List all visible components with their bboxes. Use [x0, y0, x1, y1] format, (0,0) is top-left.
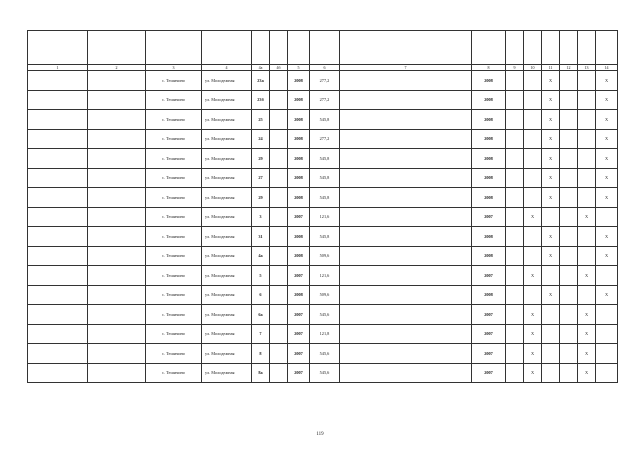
cell-street: ул. Молодежная	[202, 246, 252, 266]
cell-year: 2008	[288, 285, 310, 305]
cell-street: ул. Молодежная	[202, 188, 252, 208]
cell-period-mark: X	[578, 266, 596, 286]
cell-kr: 2008	[472, 149, 506, 169]
cell-house: 7	[252, 324, 270, 344]
cell-house: 4а	[252, 246, 270, 266]
cell-period-mark	[506, 344, 524, 364]
cell-period-mark	[560, 168, 578, 188]
cell	[270, 129, 288, 149]
cell-period-mark	[506, 110, 524, 130]
cell	[270, 285, 288, 305]
houses-table	[27, 30, 618, 383]
cell-period-mark: X	[542, 110, 560, 130]
cell-place: с. Тешичино	[146, 305, 202, 325]
column-number: 4а	[252, 65, 270, 71]
cell-period-mark	[524, 110, 542, 130]
cell-kr: 2008	[472, 90, 506, 110]
cell-period-mark	[596, 363, 618, 383]
cell-area: 545,6	[310, 363, 340, 383]
cell	[270, 344, 288, 364]
cell-period-mark	[578, 110, 596, 130]
cell-kr: 2007	[472, 363, 506, 383]
cell-period-mark	[524, 71, 542, 91]
cell	[88, 324, 146, 344]
cell	[340, 207, 472, 227]
cell-period-mark	[578, 188, 596, 208]
cell	[88, 305, 146, 325]
cell-year: 2008	[288, 129, 310, 149]
cell-period-mark	[524, 246, 542, 266]
cell	[28, 246, 88, 266]
column-number: 5	[288, 65, 310, 71]
cell-kr: 2008	[472, 246, 506, 266]
cell-period-mark: X	[596, 188, 618, 208]
cell	[28, 363, 88, 383]
cell	[88, 266, 146, 286]
cell-year: 2008	[288, 110, 310, 130]
cell-area: 545,8	[310, 149, 340, 169]
cell-period-mark: X	[596, 90, 618, 110]
cell	[270, 363, 288, 383]
cell-street: ул. Молодежная	[202, 168, 252, 188]
cell	[270, 227, 288, 247]
cell	[28, 285, 88, 305]
cell	[88, 149, 146, 169]
column-number: 3	[146, 65, 202, 71]
cell	[340, 149, 472, 169]
cell-period-mark	[506, 129, 524, 149]
cell-house: 6а	[252, 305, 270, 325]
cell-period-mark: X	[542, 285, 560, 305]
cell	[88, 188, 146, 208]
cell	[270, 246, 288, 266]
cell-period-mark	[560, 110, 578, 130]
cell	[340, 305, 472, 325]
table-row	[28, 149, 618, 169]
cell-kr: 2008	[472, 129, 506, 149]
cell-period-mark: X	[524, 324, 542, 344]
cell-period-mark	[560, 188, 578, 208]
table-row	[28, 129, 618, 149]
cell-street: ул. Молодежная	[202, 71, 252, 91]
cell	[270, 110, 288, 130]
table-row	[28, 90, 618, 110]
cell-place: с. Тешичино	[146, 168, 202, 188]
cell	[270, 305, 288, 325]
cell-period-mark: X	[578, 305, 596, 325]
cell-year: 2008	[288, 71, 310, 91]
cell-year: 2007	[288, 266, 310, 286]
cell-period-mark	[560, 285, 578, 305]
cell-street: ул. Молодежная	[202, 129, 252, 149]
cell-year: 2007	[288, 305, 310, 325]
cell	[340, 266, 472, 286]
cell-place: с. Тешичино	[146, 71, 202, 91]
cell-kr: 2007	[472, 324, 506, 344]
cell-period-mark: X	[542, 246, 560, 266]
cell-period-mark	[578, 129, 596, 149]
cell	[88, 285, 146, 305]
cell-period-mark: X	[596, 285, 618, 305]
cell-house: 6	[252, 285, 270, 305]
cell-period-mark: X	[596, 168, 618, 188]
cell-house: 5	[252, 266, 270, 286]
column-number: 6	[310, 65, 340, 71]
column-number: 10	[524, 65, 542, 71]
column-number: 8	[472, 65, 506, 71]
cell-period-mark	[596, 324, 618, 344]
cell-period-mark	[596, 266, 618, 286]
cell-period-mark	[542, 363, 560, 383]
table-row	[28, 246, 618, 266]
cell-house: 29	[252, 149, 270, 169]
cell-period-mark	[506, 71, 524, 91]
cell-period-mark: X	[542, 149, 560, 169]
cell-period-mark: X	[524, 207, 542, 227]
table-row	[28, 305, 618, 325]
cell-area: 121,6	[310, 207, 340, 227]
cell-year: 2007	[288, 207, 310, 227]
cell-place: с. Тешичино	[146, 266, 202, 286]
cell-area: 545,8	[310, 188, 340, 208]
cell-period-mark	[506, 207, 524, 227]
cell-place: с. Тешичино	[146, 129, 202, 149]
cell-kr: 2008	[472, 285, 506, 305]
cell-kr: 2008	[472, 110, 506, 130]
cell-period-mark: X	[596, 246, 618, 266]
cell-period-mark	[596, 207, 618, 227]
cell	[28, 149, 88, 169]
cell-street: ул. Молодежная	[202, 149, 252, 169]
column-number: 13	[578, 65, 596, 71]
column-number: 7	[340, 65, 472, 71]
cell-period-mark	[578, 227, 596, 247]
cell-house: 8	[252, 344, 270, 364]
cell-house: 27	[252, 168, 270, 188]
cell-place: с. Тешичино	[146, 227, 202, 247]
cell	[340, 168, 472, 188]
cell-area: 121,8	[310, 324, 340, 344]
cell-place: с. Тешичино	[146, 110, 202, 130]
cell-period-mark	[560, 324, 578, 344]
cell	[88, 246, 146, 266]
column-number: 11	[542, 65, 560, 71]
cell-period-mark: X	[578, 363, 596, 383]
cell-kr: 2007	[472, 266, 506, 286]
cell-period-mark: X	[542, 90, 560, 110]
cell-period-mark: X	[524, 363, 542, 383]
cell-house: 23б	[252, 90, 270, 110]
cell-area: 545,8	[310, 168, 340, 188]
cell-year: 2008	[288, 149, 310, 169]
cell	[28, 110, 88, 130]
cell-area: 509,6	[310, 285, 340, 305]
cell-area: 545,6	[310, 344, 340, 364]
cell-period-mark: X	[542, 168, 560, 188]
cell-area: 509,6	[310, 246, 340, 266]
cell-year: 2008	[288, 227, 310, 247]
cell	[270, 324, 288, 344]
column-number: 9	[506, 65, 524, 71]
cell	[88, 207, 146, 227]
cell	[270, 266, 288, 286]
cell	[270, 188, 288, 208]
table-row	[28, 110, 618, 130]
cell	[340, 129, 472, 149]
cell-year: 2008	[288, 168, 310, 188]
cell-year: 2007	[288, 344, 310, 364]
column-number: 1	[28, 65, 88, 71]
header-row	[28, 31, 618, 65]
cell-period-mark	[578, 149, 596, 169]
column-number: 14	[596, 65, 618, 71]
cell-street: ул. Молодежная	[202, 227, 252, 247]
cell-house: 31	[252, 227, 270, 247]
cell-period-mark	[542, 207, 560, 227]
cell-year: 2007	[288, 363, 310, 383]
column-number: 2	[88, 65, 146, 71]
cell-period-mark	[506, 266, 524, 286]
cell-place: с. Тешичино	[146, 90, 202, 110]
cell	[28, 71, 88, 91]
cell-period-mark	[560, 149, 578, 169]
cell-period-mark	[524, 90, 542, 110]
cell	[28, 90, 88, 110]
cell	[340, 188, 472, 208]
cell-period-mark	[560, 207, 578, 227]
cell-period-mark	[578, 90, 596, 110]
cell	[28, 188, 88, 208]
cell-house: 8а	[252, 363, 270, 383]
cell-period-mark	[560, 71, 578, 91]
cell-period-mark: X	[542, 227, 560, 247]
cell-period-mark: X	[596, 129, 618, 149]
cell-period-mark: X	[596, 149, 618, 169]
cell	[340, 110, 472, 130]
cell-period-mark	[578, 246, 596, 266]
cell	[270, 71, 288, 91]
cell	[28, 129, 88, 149]
cell	[28, 168, 88, 188]
cell-period-mark	[578, 168, 596, 188]
cell-street: ул. Молодежная	[202, 90, 252, 110]
cell-period-mark	[578, 285, 596, 305]
cell	[88, 227, 146, 247]
cell-period-mark	[524, 168, 542, 188]
cell-period-mark	[524, 149, 542, 169]
cell-kr: 2008	[472, 71, 506, 91]
cell-period-mark: X	[596, 110, 618, 130]
cell-house: 24	[252, 129, 270, 149]
cell-period-mark: X	[578, 207, 596, 227]
cell	[28, 207, 88, 227]
cell-period-mark: X	[524, 266, 542, 286]
cell	[88, 363, 146, 383]
cell-place: с. Тешичино	[146, 207, 202, 227]
cell-period-mark	[506, 168, 524, 188]
cell-period-mark	[506, 324, 524, 344]
cell-kr: 2008	[472, 168, 506, 188]
cell-period-mark: X	[596, 227, 618, 247]
cell-period-mark	[560, 129, 578, 149]
cell-period-mark	[542, 305, 560, 325]
cell	[340, 344, 472, 364]
cell-street: ул. Молодежная	[202, 285, 252, 305]
cell-place: с. Тешичино	[146, 149, 202, 169]
register-sheet	[27, 30, 617, 383]
cell-period-mark	[506, 305, 524, 325]
cell-period-mark: X	[596, 71, 618, 91]
cell-period-mark	[542, 266, 560, 286]
cell-kr: 2008	[472, 227, 506, 247]
cell-period-mark	[524, 285, 542, 305]
cell-house: 25	[252, 110, 270, 130]
cell-place: с. Тешичино	[146, 324, 202, 344]
cell-place: с. Тешичино	[146, 246, 202, 266]
cell-street: ул. Молодежная	[202, 324, 252, 344]
cell-period-mark	[524, 227, 542, 247]
cell	[88, 344, 146, 364]
cell	[28, 324, 88, 344]
cell-house: 29	[252, 188, 270, 208]
page-number: 119	[316, 432, 324, 437]
cell-street: ул. Молодежная	[202, 266, 252, 286]
cell	[340, 246, 472, 266]
cell	[28, 266, 88, 286]
cell	[88, 71, 146, 91]
cell-place: с. Тешичино	[146, 344, 202, 364]
table-row	[28, 227, 618, 247]
cell-period-mark	[560, 227, 578, 247]
cell-street: ул. Молодежная	[202, 344, 252, 364]
cell-street: ул. Молодежная	[202, 305, 252, 325]
cell	[88, 168, 146, 188]
cell-period-mark	[542, 344, 560, 364]
cell-period-mark: X	[524, 305, 542, 325]
cell-area: 121,6	[310, 266, 340, 286]
column-number: 4	[202, 65, 252, 71]
cell	[28, 344, 88, 364]
cell-period-mark	[542, 324, 560, 344]
cell-area: 277,2	[310, 90, 340, 110]
cell-period-mark	[506, 227, 524, 247]
table-row	[28, 344, 618, 364]
cell	[270, 149, 288, 169]
cell-place: с. Тешичино	[146, 363, 202, 383]
cell	[340, 227, 472, 247]
cell-year: 2008	[288, 90, 310, 110]
cell-house: 3	[252, 207, 270, 227]
cell-area: 545,8	[310, 227, 340, 247]
cell	[88, 129, 146, 149]
cell-area: 277,2	[310, 129, 340, 149]
cell-period-mark	[596, 305, 618, 325]
cell-period-mark	[506, 246, 524, 266]
table-row	[28, 285, 618, 305]
cell-year: 2007	[288, 324, 310, 344]
cell-period-mark	[560, 246, 578, 266]
cell-period-mark	[524, 188, 542, 208]
cell-kr: 2007	[472, 344, 506, 364]
cell	[270, 168, 288, 188]
cell-street: ул. Молодежная	[202, 110, 252, 130]
cell-period-mark	[506, 90, 524, 110]
cell	[340, 285, 472, 305]
cell-period-mark: X	[524, 344, 542, 364]
table-row	[28, 266, 618, 286]
cell-year: 2008	[288, 188, 310, 208]
cell-kr: 2007	[472, 207, 506, 227]
table-row	[28, 363, 618, 383]
cell-period-mark	[596, 344, 618, 364]
table-body	[28, 71, 618, 383]
cell	[270, 207, 288, 227]
cell-kr: 2008	[472, 188, 506, 208]
cell	[340, 324, 472, 344]
cell-period-mark: X	[578, 344, 596, 364]
cell-period-mark	[506, 149, 524, 169]
cell-period-mark	[560, 266, 578, 286]
cell	[340, 71, 472, 91]
cell-area: 545,6	[310, 305, 340, 325]
column-number: 4б	[270, 65, 288, 71]
cell-period-mark	[506, 363, 524, 383]
cell-period-mark: X	[542, 129, 560, 149]
cell-period-mark	[524, 129, 542, 149]
cell-street: ул. Молодежная	[202, 207, 252, 227]
cell-place: с. Тешичино	[146, 285, 202, 305]
table-row	[28, 168, 618, 188]
cell-period-mark	[506, 188, 524, 208]
cell-period-mark: X	[542, 71, 560, 91]
cell-year: 2008	[288, 246, 310, 266]
cell-period-mark: X	[542, 188, 560, 208]
cell-street: ул. Молодежная	[202, 363, 252, 383]
cell-place: с. Тешичино	[146, 188, 202, 208]
cell	[28, 305, 88, 325]
cell-period-mark	[506, 285, 524, 305]
cell	[28, 227, 88, 247]
cell-kr: 2007	[472, 305, 506, 325]
cell-period-mark	[560, 344, 578, 364]
table-row	[28, 324, 618, 344]
cell-area: 545,8	[310, 110, 340, 130]
cell	[88, 90, 146, 110]
cell	[88, 110, 146, 130]
table-row	[28, 71, 618, 91]
cell	[340, 90, 472, 110]
column-number: 12	[560, 65, 578, 71]
cell-period-mark	[560, 90, 578, 110]
table-row	[28, 207, 618, 227]
cell-area: 277,2	[310, 71, 340, 91]
cell	[340, 363, 472, 383]
table-row	[28, 188, 618, 208]
cell-house: 23а	[252, 71, 270, 91]
cell-period-mark	[578, 71, 596, 91]
cell-period-mark	[560, 363, 578, 383]
cell-period-mark	[560, 305, 578, 325]
cell	[270, 90, 288, 110]
cell-period-mark: X	[578, 324, 596, 344]
